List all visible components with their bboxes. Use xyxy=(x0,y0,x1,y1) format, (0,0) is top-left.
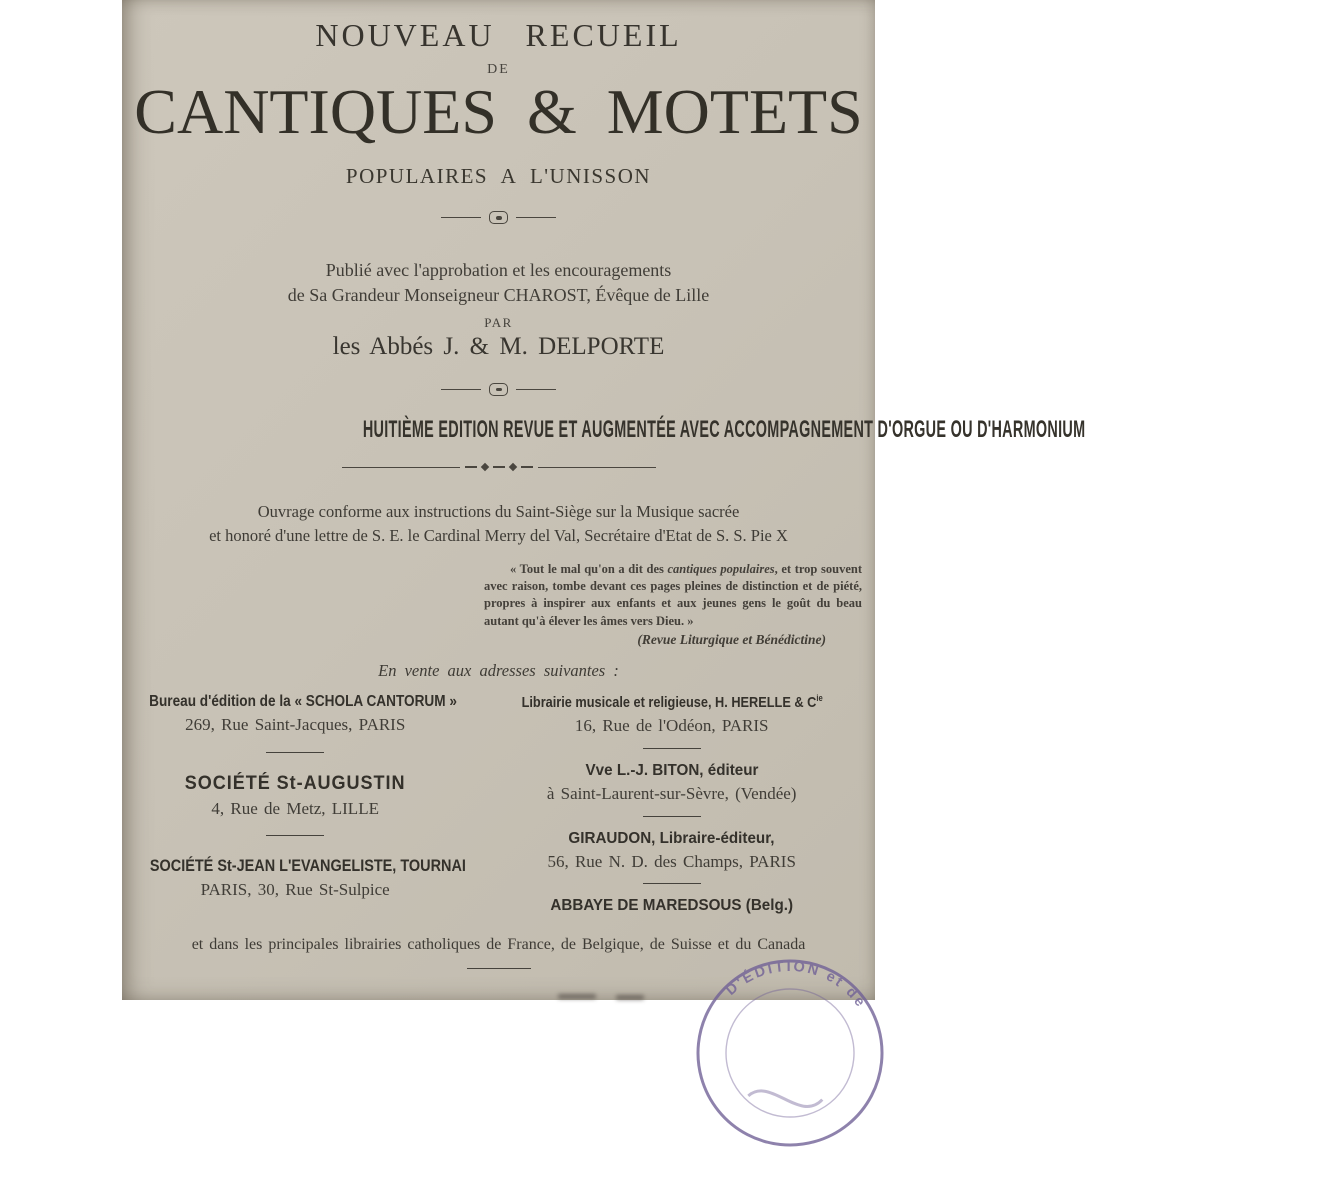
ornament-dot xyxy=(496,388,502,392)
conformity-line-1: Ouvrage conforme aux instructions du Saint-Siège sur la Musique sacrée xyxy=(257,502,740,522)
quote-opening: « Tout le mal qu'on a dit des xyxy=(510,561,668,576)
fleuron-line xyxy=(538,467,656,468)
approbation-line-2: de Sa Grandeur Monseigneur CHAROST, Évêque de Lille xyxy=(287,285,710,306)
quote-emphasis: cantiques populaires xyxy=(667,561,775,576)
vendor-address: 269, Rue Saint-Jacques, PARIS xyxy=(185,715,406,735)
fleuron-divider xyxy=(122,464,875,470)
main-title: CANTIQUES & MOTETS xyxy=(134,76,863,148)
ornament-divider-mid xyxy=(122,383,875,396)
vendor-name: SOCIÉTÉ St-AUGUSTIN xyxy=(184,772,406,794)
vendor-name: Vve L.-J. BITON, éditeur xyxy=(585,761,759,779)
edition-banner-wrap xyxy=(122,416,1086,444)
vendor-entry xyxy=(122,856,468,901)
edition-banner: HUITIÈME EDITION REVUE ET AUGMENTÉE AVEC ACCOMPAGNEMENT D'ORGUE OU D'HARMONIUM xyxy=(362,416,1086,444)
series-title: NOUVEAU RECUEIL xyxy=(315,17,682,53)
vendor-name: GIRAUDON, Libraire-éditeur, xyxy=(568,829,775,847)
vendor-address: à Saint-Laurent-sur-Sèvre, (Vendée) xyxy=(546,784,797,804)
divider xyxy=(643,883,701,884)
stamp-swirl xyxy=(748,1090,823,1109)
divider xyxy=(643,748,701,749)
ornament-line xyxy=(516,389,556,390)
svg-text:D'ÉDITION et de xyxy=(722,952,873,1013)
ornament-dot xyxy=(496,216,502,220)
bottom-divider xyxy=(467,968,531,969)
fleuron-diamond-icon xyxy=(480,463,488,471)
fleuron-tick xyxy=(521,466,533,468)
vendor-name-superscript: ie xyxy=(815,692,823,703)
divider xyxy=(643,816,701,817)
ornament-box-icon xyxy=(489,211,508,224)
fleuron-diamond-icon xyxy=(508,463,516,471)
vendor-address: PARIS, 30, Rue St-Sulpice xyxy=(200,880,390,900)
conformity-block xyxy=(122,500,875,547)
vendor-entry xyxy=(468,693,875,737)
vendor-name: Librairie musicale et religieuse, H. HERELLE & C xyxy=(521,693,816,711)
vendor-address: 56, Rue N. D. des Champs, PARIS xyxy=(547,851,796,871)
stamp-arc-text: D'ÉDITION et de xyxy=(723,958,870,1012)
quote-attribution: (Revue Liturgique et Bénédictine) xyxy=(637,631,826,647)
ornament-box-icon xyxy=(489,383,508,396)
distribution-line: et dans les principales librairies catholiques de France, de Belgique, de Suisse et du Canada xyxy=(191,935,806,953)
divider xyxy=(266,752,324,753)
vendor-entry xyxy=(468,897,875,915)
vendor-entry xyxy=(468,830,875,873)
clipped-text-smudge xyxy=(558,994,596,999)
vendors-column-right xyxy=(468,693,875,916)
vendor-address: 16, Rue de l'Odéon, PARIS xyxy=(574,716,769,736)
vendor-name: SOCIÉTÉ St-JEAN L'EVANGELISTE, TOURNAI xyxy=(149,855,466,875)
vendors-column-left xyxy=(122,693,468,916)
authors-line: les Abbés J. & M. DELPORTE xyxy=(332,333,665,361)
stamp-outer-circle xyxy=(689,952,891,1154)
vendor-entry xyxy=(122,773,468,819)
vendor-name: ABBAYE DE MAREDSOUS (Belg.) xyxy=(550,897,794,915)
subtitle: POPULAIRES A L'UNISSON xyxy=(345,164,652,189)
clipped-text-smudge xyxy=(616,995,644,1000)
vendor-entry xyxy=(122,693,468,736)
approbation-line-1: Publié avec l'approbation et les encouragements xyxy=(325,260,672,281)
par-label: PAR xyxy=(484,315,513,331)
vendor-name: Bureau d'édition de la « SCHOLA CANTORUM » xyxy=(149,692,457,710)
de-label: DE xyxy=(487,62,510,78)
fleuron-line xyxy=(342,467,460,468)
ornament-line xyxy=(516,217,556,218)
fleuron-tick xyxy=(465,466,477,468)
conformity-line-2: et honoré d'une lettre de S. E. le Cardinal Merry del Val, Secrétaire d'Etat de S. S. Pie X xyxy=(209,525,788,545)
vendors-columns xyxy=(122,693,875,916)
scanned-title-page xyxy=(122,0,1086,1012)
divider xyxy=(266,835,324,836)
quote-closing: , et trop souvent avec raison, tombe devant ces pages pleines de distinction et de piété, propres à inspirer aux enfants et aux jeunes gens le goût du beau autant qu'à élever les âmes vers Dieu. » xyxy=(484,561,862,628)
ornament-line xyxy=(441,389,481,390)
vendors-heading: En vente aux adresses suivantes : xyxy=(378,660,619,680)
ornament-divider-top xyxy=(122,211,875,224)
approbation-block xyxy=(122,258,875,308)
library-stamp-icon xyxy=(664,927,917,1179)
vendor-address: 4, Rue de Metz, LILLE xyxy=(211,798,379,818)
fleuron-tick xyxy=(493,466,505,468)
vendor-entry xyxy=(468,762,875,805)
review-quote xyxy=(484,561,862,630)
ornament-line xyxy=(441,217,481,218)
